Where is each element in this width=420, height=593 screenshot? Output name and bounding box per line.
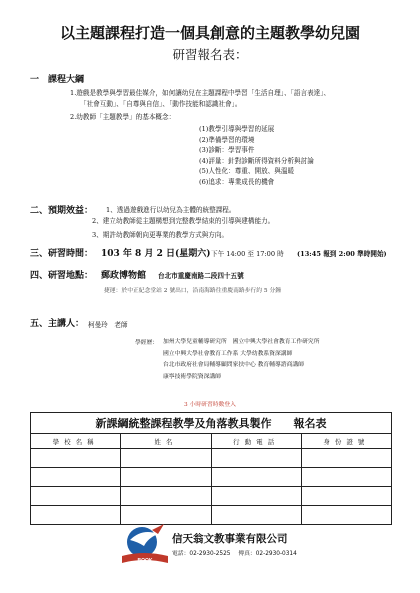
list-item: (3)診斷：學習事件: [199, 146, 255, 155]
table-cell[interactable]: [301, 487, 391, 506]
albatross-logo-icon: [118, 520, 170, 568]
column-header: 姓名: [121, 434, 211, 449]
column-header: 身份證號: [301, 434, 391, 449]
column-header: 學校名稱: [31, 434, 121, 449]
outline-paragraph-1: 1.遊戲是教學與學習最佳媒介，如何讓幼兒在主題課程中學習「生活自理」、「語言表達」、: [70, 89, 331, 97]
table-cell[interactable]: [301, 468, 391, 487]
list-item: (6)追求：專業成長的機會: [199, 177, 275, 186]
table-cell[interactable]: [31, 506, 121, 525]
credentials-list: [163, 337, 320, 383]
table-cell[interactable]: [301, 449, 391, 468]
table-cell[interactable]: [121, 487, 211, 506]
table-cell[interactable]: [211, 487, 301, 506]
table-cell[interactable]: [121, 449, 211, 468]
fax-number: 02-2930-0314: [255, 551, 297, 557]
list-item: (5)人性化：尊重、開放、與溫暖: [199, 167, 295, 176]
list-item: (4)評量：針對診斷所得資料分析與討論: [199, 156, 314, 165]
speaker-name: 柯曼玲 老師: [88, 321, 128, 329]
event-date: 103 年 8 月 2 日(星期六): [101, 249, 211, 259]
company-name: 信天翁文教事業有限公司: [172, 533, 288, 545]
table-row: [31, 449, 392, 468]
table-cell[interactable]: [31, 487, 121, 506]
section-heading-speaker: 五、主講人：: [30, 319, 85, 329]
checkin-note: (13:45 報到 2:00 準時開始): [297, 250, 387, 258]
table-cell[interactable]: [31, 449, 121, 468]
phone-label: 電話：: [172, 551, 190, 557]
registration-table: [30, 412, 392, 525]
event-time: 下午 14:00 至 17:00 時: [211, 250, 284, 258]
list-item: (1)教學引導與學習的延展: [199, 125, 275, 133]
credential-item: 康寧技術學院資深講師: [163, 373, 221, 380]
benefit-item: 3、期許幼教師朝向更專業的教學方式與方向。: [92, 231, 229, 239]
outline-items: [199, 124, 314, 188]
transport-note: 捷運：於中正紀念堂站 2 號出口，沿南海路往重慶南路步行約 5 分鐘: [104, 288, 282, 294]
section-heading-outline: 一 課程大綱: [30, 75, 85, 85]
column-header: 行動電話: [211, 434, 301, 449]
outline-paragraph-1-cont: 「社會互動」、「自尊與自信」、「動作技能和認識社會」。: [80, 100, 242, 108]
hours-note: 3 小時研習時數登入: [184, 402, 236, 408]
table-cell[interactable]: [211, 468, 301, 487]
credential-item: 國立中興大學社會教育工作系 大學幼教系資深講師: [163, 350, 293, 357]
table-row: [31, 506, 392, 525]
benefit-item: 2、建立幼教師從主題構想到完整教學結束的引導與建構能力。: [92, 217, 275, 225]
table-cell[interactable]: [211, 506, 301, 525]
section-heading-benefits: 二、預期效益：: [30, 206, 94, 216]
section-heading-time: 三、研習時間：: [30, 249, 94, 259]
table-row: [31, 487, 392, 506]
table-row: [31, 468, 392, 487]
credentials-label: 學經歷：: [135, 340, 159, 346]
page-title: 以主題課程打造一個具創意的主題教學幼兒園: [59, 24, 360, 42]
section-heading-venue: 四、研習地點：: [30, 271, 94, 281]
credential-item: 台北市政府社會局輔導顧問家扶中心 教育輔導諮商講師: [163, 362, 304, 369]
table-cell[interactable]: [121, 468, 211, 487]
outline-paragraph-2: 2.幼教師「主題教學」的基本概念：: [70, 113, 176, 121]
table-cell[interactable]: [301, 506, 391, 525]
table-cell[interactable]: [31, 468, 121, 487]
fax-label: 傳真：: [238, 551, 256, 557]
table-header-row: [31, 434, 392, 449]
list-item: (2)準備學習的環境: [199, 135, 255, 144]
phone-number: 02-2930-2525: [189, 551, 231, 557]
venue-address: 台北市重慶南路二段四十五號: [158, 272, 244, 280]
form-subtitle: 研習報名表：: [172, 47, 248, 62]
table-caption: 新課綱統整課程教學及角落教具製作 報名表: [31, 413, 392, 434]
logo-text: BOOK: [137, 558, 153, 564]
benefit-item: 1、透過遊戲進行以幼兒為主體的統整課程。: [106, 206, 236, 214]
venue-name: 郵政博物館: [101, 271, 147, 281]
contact-line: [172, 548, 297, 557]
table-cell[interactable]: [211, 449, 301, 468]
credential-item: 加州大學兒童輔導研究所 國立中興大學社會教育工作研究所: [163, 339, 320, 345]
